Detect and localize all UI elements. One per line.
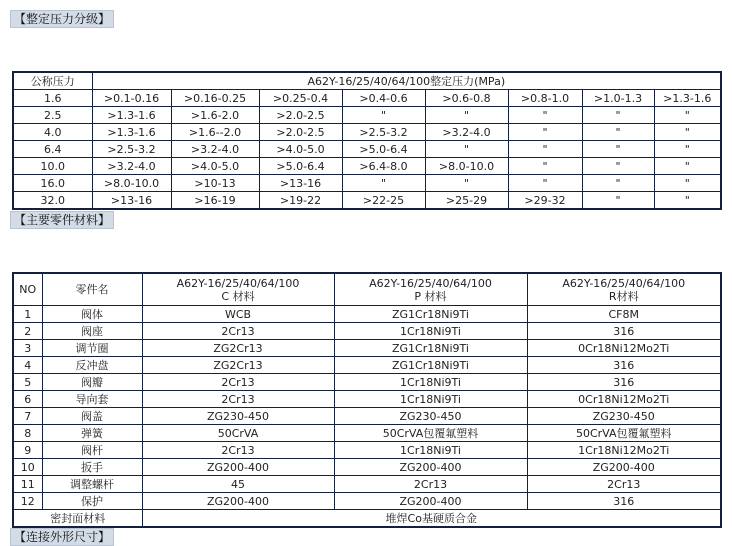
table-row [13, 374, 721, 391]
table-row [13, 90, 721, 107]
p-material-cell: ZG1Cr18Ni9Ti [334, 306, 527, 323]
set-pressure-cell: >0.8-1.0 [508, 90, 582, 107]
set-pressure-cell: " [654, 158, 721, 175]
set-pressure-cell: " [582, 124, 654, 141]
set-pressure-cell: >13-16 [92, 192, 171, 210]
part-name-cell: 导向套 [42, 391, 142, 408]
set-pressure-cell: " [582, 175, 654, 192]
r-material-cell: CF8M [527, 306, 721, 323]
part-number-cell: 11 [13, 476, 42, 493]
set-pressure-cell: >3.2-4.0 [92, 158, 171, 175]
table-row [13, 306, 721, 323]
part-name-cell: 阀盖 [42, 408, 142, 425]
c-material-cell: 2Cr13 [142, 391, 334, 408]
c-material-cell: ZG2Cr13 [142, 357, 334, 374]
table-row [13, 175, 721, 192]
set-pressure-cell: " [654, 175, 721, 192]
table-row [13, 340, 721, 357]
set-pressure-cell: " [654, 107, 721, 124]
p-material-cell: 1Cr18Ni9Ti [334, 391, 527, 408]
p-material-header-label: P 材料 [414, 289, 447, 303]
part-number-cell: 10 [13, 459, 42, 476]
part-number-cell: 1 [13, 306, 42, 323]
p-material-cell: 1Cr18Ni9Ti [334, 374, 527, 391]
section-title-main-parts-materials: 【主要零件材料】 [10, 211, 114, 229]
nominal-pressure-cell: 6.4 [13, 141, 92, 158]
set-pressure-cell: >2.0-2.5 [259, 124, 342, 141]
set-pressure-cell: >22-25 [342, 192, 425, 210]
set-pressure-cell: >4.0-5.0 [171, 158, 259, 175]
set-pressure-cell: >0.1-0.16 [92, 90, 171, 107]
set-pressure-cell: >2.0-2.5 [259, 107, 342, 124]
c-material-cell: 45 [142, 476, 334, 493]
set-pressure-cell: " [425, 107, 508, 124]
r-material-header [527, 273, 721, 306]
c-material-cell: ZG200-400 [142, 493, 334, 510]
table-header-row [13, 72, 721, 90]
part-name-cell: 调节圈 [42, 340, 142, 357]
set-pressure-cell: " [508, 158, 582, 175]
table-row [13, 124, 721, 141]
part-number-cell: 5 [13, 374, 42, 391]
part-number-cell: 12 [13, 493, 42, 510]
table-row [13, 408, 721, 425]
set-pressure-cell: >16-19 [171, 192, 259, 210]
table-row [13, 192, 721, 210]
nominal-pressure-header: 公称压力 [13, 72, 92, 90]
table-header-row [13, 273, 721, 306]
part-number-cell: 4 [13, 357, 42, 374]
part-name-cell: 反冲盘 [42, 357, 142, 374]
nominal-pressure-cell: 1.6 [13, 90, 92, 107]
p-material-header-model: A62Y-16/25/40/64/100 [369, 276, 492, 290]
p-material-cell: 2Cr13 [334, 476, 527, 493]
set-pressure-cell: " [425, 175, 508, 192]
set-pressure-cell: >1.3-1.6 [654, 90, 721, 107]
set-pressure-cell: " [582, 192, 654, 210]
set-pressure-cell: " [508, 107, 582, 124]
set-pressure-cell: >5.0-6.4 [342, 141, 425, 158]
set-pressure-cell: >5.0-6.4 [259, 158, 342, 175]
table-row [13, 425, 721, 442]
p-material-header [334, 273, 527, 306]
set-pressure-cell: >6.4-8.0 [342, 158, 425, 175]
p-material-cell: ZG200-400 [334, 459, 527, 476]
table-row [13, 493, 721, 510]
set-pressure-cell: " [508, 175, 582, 192]
nominal-pressure-cell: 10.0 [13, 158, 92, 175]
part-name-cell: 弹簧 [42, 425, 142, 442]
set-pressure-cell: >3.2-4.0 [171, 141, 259, 158]
set-pressure-cell: >2.5-3.2 [342, 124, 425, 141]
set-pressure-cell: >29-32 [508, 192, 582, 210]
materials-table [12, 272, 722, 528]
set-pressure-cell: " [582, 141, 654, 158]
part-name-cell: 阀瓣 [42, 374, 142, 391]
table-row [13, 323, 721, 340]
set-pressure-cell: >4.0-5.0 [259, 141, 342, 158]
set-pressure-cell: " [425, 141, 508, 158]
part-number-cell: 3 [13, 340, 42, 357]
set-pressure-cell: >0.25-0.4 [259, 90, 342, 107]
no-header: NO [13, 273, 42, 306]
part-name-cell: 阀体 [42, 306, 142, 323]
set-pressure-cell: " [654, 192, 721, 210]
c-material-header-label: C 材料 [221, 289, 255, 303]
c-material-cell: 50CrVA [142, 425, 334, 442]
c-material-header-model: A62Y-16/25/40/64/100 [176, 276, 300, 290]
set-pressure-cell: >2.5-3.2 [92, 141, 171, 158]
seal-material-value: 堆焊Co基硬质合金 [142, 510, 721, 528]
pressure-grading-table [12, 71, 722, 210]
c-material-header [142, 273, 334, 306]
table-row [13, 391, 721, 408]
c-material-cell: WCB [142, 306, 334, 323]
c-material-cell: 2Cr13 [142, 442, 334, 459]
r-material-header-model: A62Y-16/25/40/64/100 [562, 276, 686, 290]
nominal-pressure-cell: 2.5 [13, 107, 92, 124]
nominal-pressure-cell: 16.0 [13, 175, 92, 192]
r-material-cell: 316 [527, 493, 721, 510]
r-material-cell: 2Cr13 [527, 476, 721, 493]
table-row [13, 442, 721, 459]
set-pressure-cell: >10-13 [171, 175, 259, 192]
set-pressure-cell: " [654, 141, 721, 158]
p-material-cell: 1Cr18Ni9Ti [334, 323, 527, 340]
r-material-cell: ZG200-400 [527, 459, 721, 476]
seal-material-label: 密封面材料 [13, 510, 142, 528]
set-pressure-cell: >8.0-10.0 [92, 175, 171, 192]
table-row [13, 357, 721, 374]
set-pressure-cell: " [508, 124, 582, 141]
p-material-cell: 1Cr18Ni9Ti [334, 442, 527, 459]
c-material-cell: ZG230-450 [142, 408, 334, 425]
set-pressure-cell: >8.0-10.0 [425, 158, 508, 175]
set-pressure-cell: >1.3-1.6 [92, 107, 171, 124]
part-name-cell: 扳手 [42, 459, 142, 476]
part-number-cell: 6 [13, 391, 42, 408]
set-pressure-cell: " [508, 141, 582, 158]
part-name-header: 零件名 [42, 273, 142, 306]
set-pressure-cell: " [342, 175, 425, 192]
set-pressure-cell: " [582, 107, 654, 124]
r-material-cell: 316 [527, 323, 721, 340]
p-material-cell: ZG1Cr18Ni9Ti [334, 357, 527, 374]
part-name-cell: 阀杆 [42, 442, 142, 459]
p-material-cell: ZG1Cr18Ni9Ti [334, 340, 527, 357]
set-pressure-cell: >1.0-1.3 [582, 90, 654, 107]
set-pressure-cell: >13-16 [259, 175, 342, 192]
r-material-cell: 316 [527, 374, 721, 391]
table-row [13, 141, 721, 158]
nominal-pressure-cell: 32.0 [13, 192, 92, 210]
r-material-cell: ZG230-450 [527, 408, 721, 425]
r-material-cell: 316 [527, 357, 721, 374]
section-title-pressure-grading: 【整定压力分级】 [10, 10, 114, 28]
table-row [13, 459, 721, 476]
r-material-header-label: R材料 [608, 289, 639, 303]
set-pressure-cell: " [654, 124, 721, 141]
set-pressure-cell: >0.16-0.25 [171, 90, 259, 107]
p-material-cell: 50CrVA包覆氟塑料 [334, 425, 527, 442]
part-number-cell: 7 [13, 408, 42, 425]
r-material-cell: 1Cr18Ni12Mo2Ti [527, 442, 721, 459]
set-pressure-header: A62Y-16/25/40/64/100整定压力(MPa) [92, 72, 721, 90]
section-title-connection-dimensions: 【连接外形尺寸】 [10, 528, 114, 546]
set-pressure-cell: >1.6-2.0 [171, 107, 259, 124]
table-row [13, 476, 721, 493]
c-material-cell: 2Cr13 [142, 374, 334, 391]
part-number-cell: 9 [13, 442, 42, 459]
set-pressure-cell: " [582, 158, 654, 175]
set-pressure-cell: >25-29 [425, 192, 508, 210]
table-row [13, 158, 721, 175]
set-pressure-cell: >19-22 [259, 192, 342, 210]
set-pressure-cell: >1.3-1.6 [92, 124, 171, 141]
set-pressure-cell: >0.6-0.8 [425, 90, 508, 107]
r-material-cell: 0Cr18Ni12Mo2Ti [527, 340, 721, 357]
part-name-cell: 调整螺杆 [42, 476, 142, 493]
part-number-cell: 2 [13, 323, 42, 340]
c-material-cell: 2Cr13 [142, 323, 334, 340]
r-material-cell: 0Cr18Ni12Mo2Ti [527, 391, 721, 408]
c-material-cell: ZG200-400 [142, 459, 334, 476]
table-row [13, 107, 721, 124]
p-material-cell: ZG230-450 [334, 408, 527, 425]
p-material-cell: ZG200-400 [334, 493, 527, 510]
nominal-pressure-cell: 4.0 [13, 124, 92, 141]
part-name-cell: 保护 [42, 493, 142, 510]
set-pressure-cell: >1.6--2.0 [171, 124, 259, 141]
set-pressure-cell: " [342, 107, 425, 124]
part-number-cell: 8 [13, 425, 42, 442]
set-pressure-cell: >0.4-0.6 [342, 90, 425, 107]
r-material-cell: 50CrVA包覆氟塑料 [527, 425, 721, 442]
part-name-cell: 阀座 [42, 323, 142, 340]
seal-material-row [13, 510, 721, 528]
set-pressure-cell: >3.2-4.0 [425, 124, 508, 141]
c-material-cell: ZG2Cr13 [142, 340, 334, 357]
